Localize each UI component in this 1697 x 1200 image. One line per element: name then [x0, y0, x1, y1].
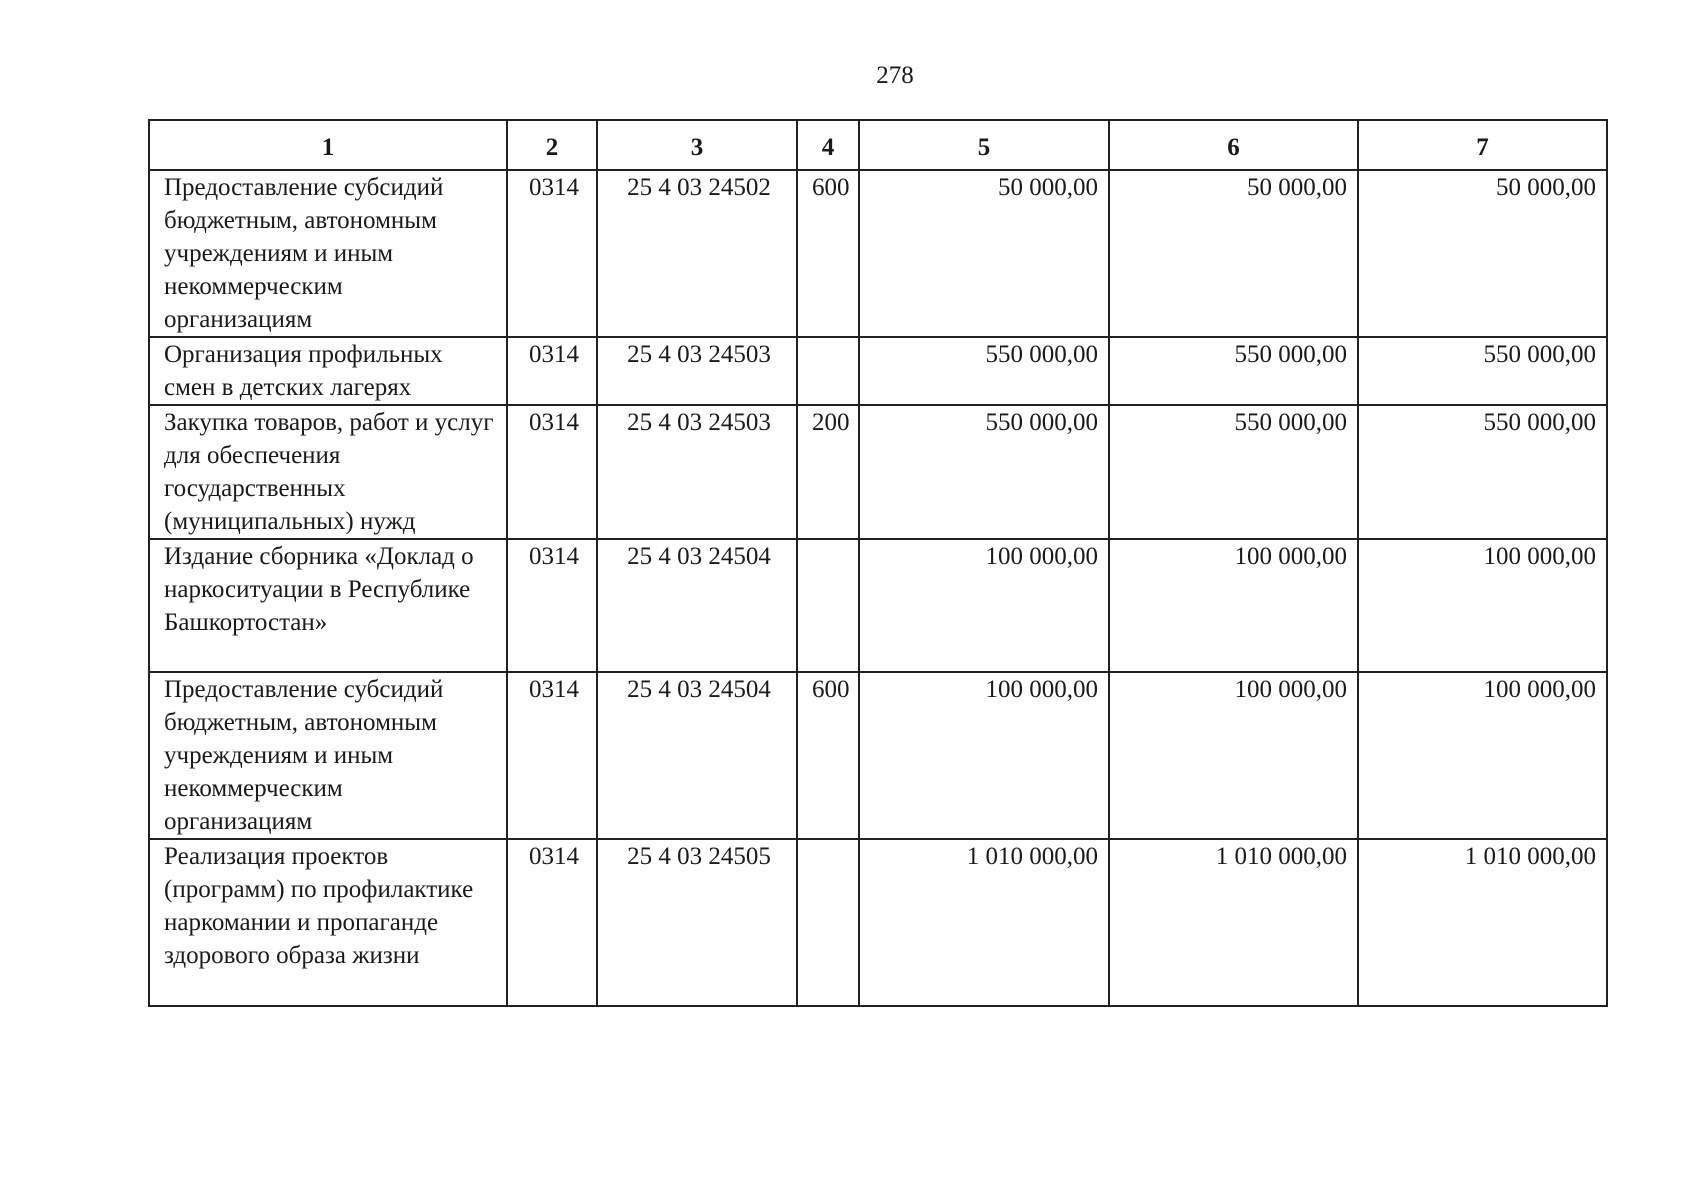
row-amount-col6: 50 000,00 [1109, 170, 1358, 337]
row-csr-cell: 25 4 03 24503 [597, 337, 797, 405]
row-amount-col7: 1 010 000,00 [1358, 839, 1607, 1006]
row-name-cell: Организация профильных смен в детских лагерях [149, 337, 507, 405]
row-csr-cell: 25 4 03 24503 [597, 405, 797, 539]
row-amount-col5: 550 000,00 [859, 337, 1109, 405]
row-csr-cell: 25 4 03 24502 [597, 170, 797, 337]
row-amount-col6: 550 000,00 [1109, 405, 1358, 539]
row-code-cell: 0314 [507, 405, 597, 539]
row-vr-cell [797, 839, 859, 1006]
column-header-4: 4 [797, 120, 859, 170]
row-csr-cell: 25 4 03 24504 [597, 539, 797, 672]
row-name-cell: Предоставление субсидий бюджетным, автономным учреждениям и иным некоммерческим организациям [149, 170, 507, 337]
row-code-cell: 0314 [507, 539, 597, 672]
row-csr-cell: 25 4 03 24505 [597, 839, 797, 1006]
row-vr-cell: 200 [797, 405, 859, 539]
row-amount-col7: 50 000,00 [1358, 170, 1607, 337]
table-row [149, 405, 1607, 539]
row-vr-cell: 600 [797, 672, 859, 839]
row-amount-col5: 550 000,00 [859, 405, 1109, 539]
row-amount-col5: 50 000,00 [859, 170, 1109, 337]
table-row [149, 337, 1607, 405]
row-code-cell: 0314 [507, 672, 597, 839]
row-amount-col6: 550 000,00 [1109, 337, 1358, 405]
table-row [149, 170, 1607, 337]
page-number: 278 [876, 62, 914, 89]
row-code-cell: 0314 [507, 170, 597, 337]
row-name-cell: Предоставление субсидий бюджетным, автономным учреждениям и иным некоммерческим организациям [149, 672, 507, 839]
row-amount-col5: 1 010 000,00 [859, 839, 1109, 1006]
row-name-cell: Реализация проектов (программ) по профилактике наркомании и пропаганде здорового образа жизни [149, 839, 507, 1006]
table-header-row [149, 120, 1607, 170]
row-amount-col7: 100 000,00 [1358, 539, 1607, 672]
column-header-1: 1 [149, 120, 507, 170]
column-header-5: 5 [859, 120, 1109, 170]
row-amount-col6: 1 010 000,00 [1109, 839, 1358, 1006]
budget-table [148, 119, 1608, 1007]
table-row [149, 672, 1607, 839]
row-vr-cell [797, 337, 859, 405]
column-header-3: 3 [597, 120, 797, 170]
row-name-cell: Издание сборника «Доклад о наркоситуации в Республике Башкортостан» [149, 539, 507, 672]
row-name-cell: Закупка товаров, работ и услуг для обеспечения государственных (муниципальных) нужд [149, 405, 507, 539]
row-code-cell: 0314 [507, 839, 597, 1006]
row-vr-cell [797, 539, 859, 672]
row-amount-col7: 550 000,00 [1358, 337, 1607, 405]
row-code-cell: 0314 [507, 337, 597, 405]
table-row [149, 839, 1607, 1006]
row-amount-col7: 100 000,00 [1358, 672, 1607, 839]
column-header-6: 6 [1109, 120, 1358, 170]
row-amount-col6: 100 000,00 [1109, 539, 1358, 672]
row-amount-col7: 550 000,00 [1358, 405, 1607, 539]
column-header-2: 2 [507, 120, 597, 170]
row-vr-cell: 600 [797, 170, 859, 337]
row-amount-col5: 100 000,00 [859, 672, 1109, 839]
column-header-7: 7 [1358, 120, 1607, 170]
row-amount-col5: 100 000,00 [859, 539, 1109, 672]
row-csr-cell: 25 4 03 24504 [597, 672, 797, 839]
row-amount-col6: 100 000,00 [1109, 672, 1358, 839]
table-row [149, 539, 1607, 672]
